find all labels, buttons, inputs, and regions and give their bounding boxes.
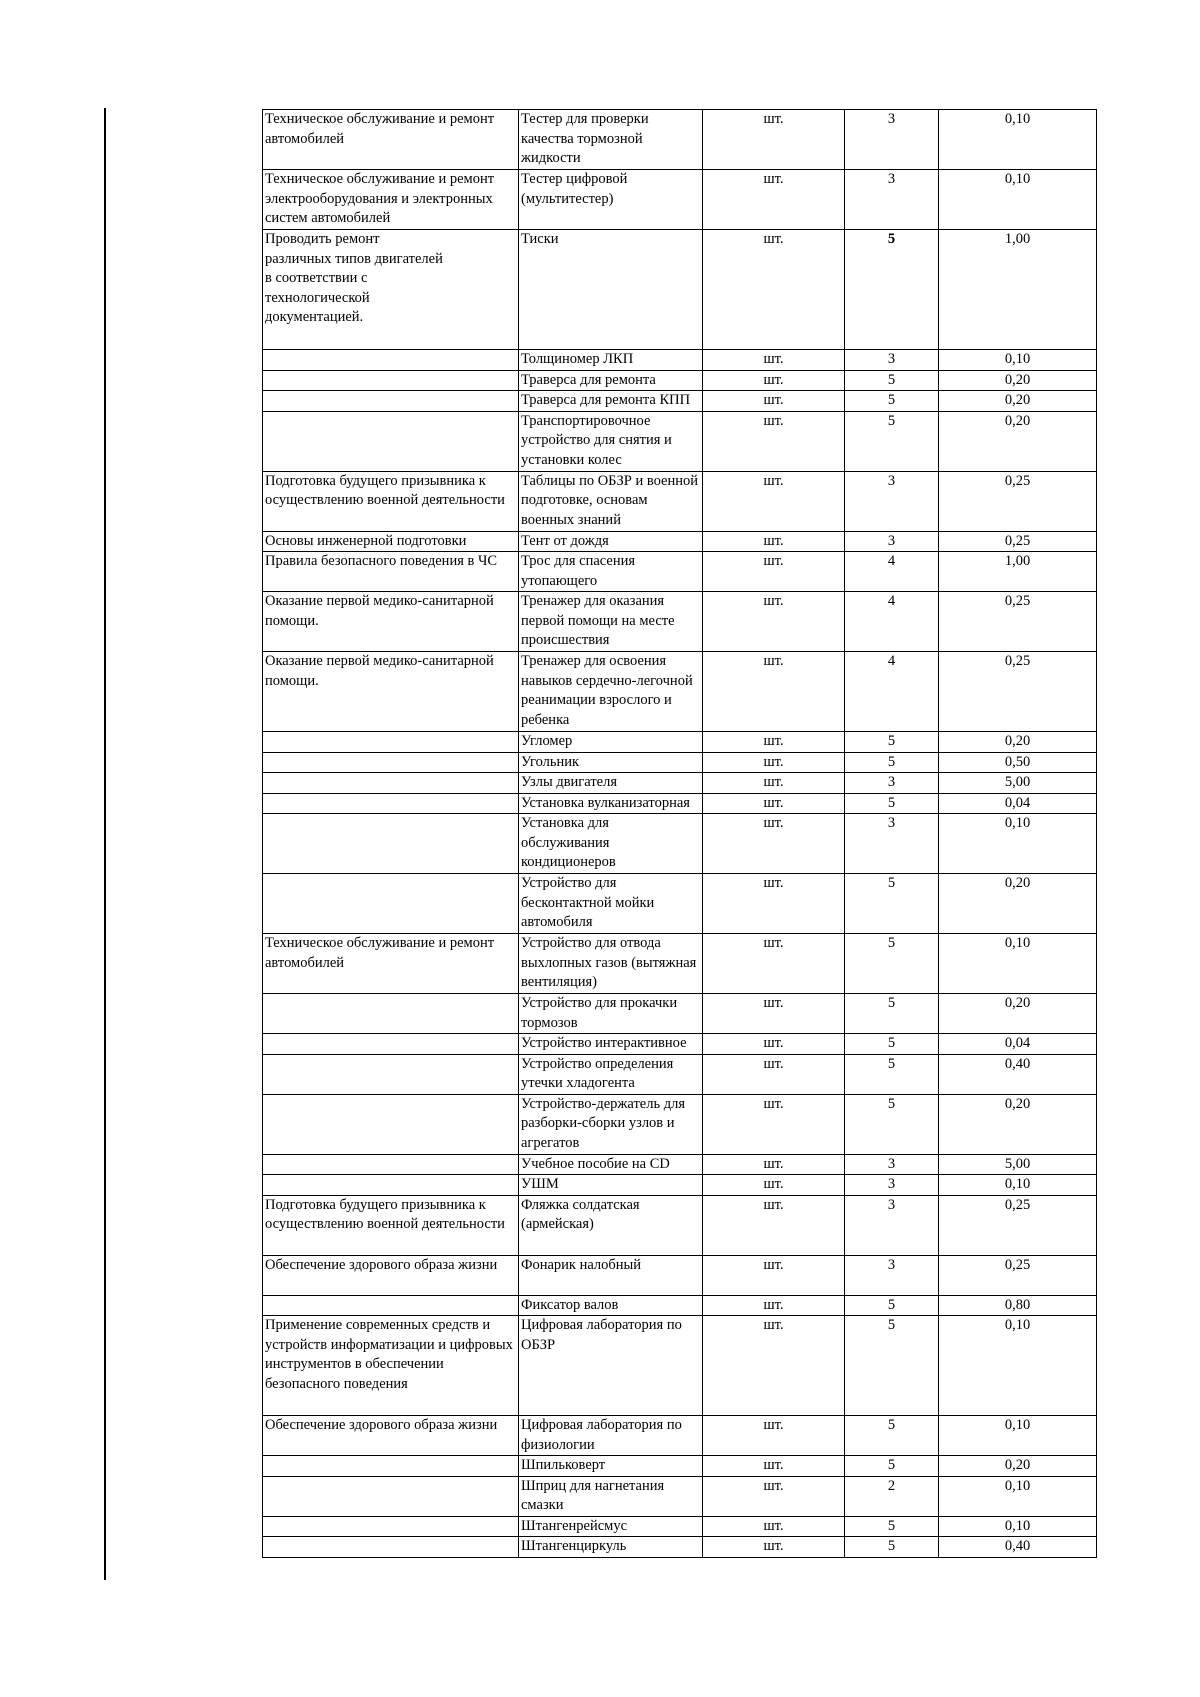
value-cell: 0,40 <box>939 1537 1097 1558</box>
subject-cell: Подготовка будущего призывника к осуществлению военной деятельности <box>263 471 519 531</box>
quantity-cell: 3 <box>845 1175 939 1196</box>
table-row <box>263 592 1097 652</box>
item-cell: Установка для обслуживания кондиционеров <box>519 814 703 874</box>
unit-cell: шт. <box>703 793 845 814</box>
unit-cell: шт. <box>703 773 845 794</box>
subject-cell <box>263 411 519 471</box>
table-row <box>263 1456 1097 1477</box>
value-cell: 0,20 <box>939 994 1097 1034</box>
value-cell: 0,50 <box>939 752 1097 773</box>
unit-cell: шт. <box>703 732 845 753</box>
quantity-cell: 3 <box>845 1195 939 1255</box>
item-cell: Тент от дождя <box>519 531 703 552</box>
value-cell: 0,20 <box>939 411 1097 471</box>
value-cell: 0,04 <box>939 793 1097 814</box>
unit-cell: шт. <box>703 411 845 471</box>
item-cell: Шпильковерт <box>519 1456 703 1477</box>
table-row <box>263 793 1097 814</box>
item-cell: Тиски <box>519 230 703 350</box>
value-cell: 0,20 <box>939 391 1097 412</box>
value-cell: 0,04 <box>939 1034 1097 1055</box>
table-row <box>263 1416 1097 1456</box>
item-cell: Учебное пособие на CD <box>519 1154 703 1175</box>
unit-cell: шт. <box>703 752 845 773</box>
subject-cell: Основы инженерной подготовки <box>263 531 519 552</box>
quantity-cell: 3 <box>845 471 939 531</box>
value-cell: 0,40 <box>939 1054 1097 1094</box>
item-cell: Установка вулканизаторная <box>519 793 703 814</box>
value-cell: 0,20 <box>939 732 1097 753</box>
table-row <box>263 732 1097 753</box>
value-cell: 0,20 <box>939 1094 1097 1154</box>
quantity-cell: 5 <box>845 994 939 1034</box>
item-cell: Устройство для отвода выхлопных газов (вытяжная вентиляция) <box>519 934 703 994</box>
unit-cell: шт. <box>703 1054 845 1094</box>
unit-cell: шт. <box>703 230 845 350</box>
table-row <box>263 1054 1097 1094</box>
subject-cell <box>263 994 519 1034</box>
equipment-table-body <box>263 110 1097 1558</box>
value-cell: 0,10 <box>939 1416 1097 1456</box>
item-cell: Штангенциркуль <box>519 1537 703 1558</box>
quantity-cell: 3 <box>845 1154 939 1175</box>
subject-cell <box>263 1456 519 1477</box>
table-row <box>263 1516 1097 1537</box>
subject-cell <box>263 814 519 874</box>
value-cell: 5,00 <box>939 1154 1097 1175</box>
unit-cell: шт. <box>703 531 845 552</box>
item-cell: Устройство определения утечки хладогента <box>519 1054 703 1094</box>
quantity-cell: 5 <box>845 1295 939 1316</box>
value-cell: 0,10 <box>939 1516 1097 1537</box>
unit-cell: шт. <box>703 471 845 531</box>
unit-cell: шт. <box>703 814 845 874</box>
value-cell: 0,80 <box>939 1295 1097 1316</box>
quantity-cell: 5 <box>845 732 939 753</box>
table-row <box>263 350 1097 371</box>
unit-cell: шт. <box>703 552 845 592</box>
subject-cell: Применение современных средств и устройств информатизации и цифровых инструментов в обеспечении безопасного поведения <box>263 1316 519 1416</box>
quantity-cell: 4 <box>845 552 939 592</box>
quantity-cell: 3 <box>845 1255 939 1295</box>
subject-cell <box>263 350 519 371</box>
item-cell: Траверса для ремонта КПП <box>519 391 703 412</box>
quantity-cell: 5 <box>845 391 939 412</box>
table-row <box>263 1295 1097 1316</box>
subject-cell <box>263 1476 519 1516</box>
quantity-cell: 5 <box>845 411 939 471</box>
subject-cell: Техническое обслуживание и ремонт автомобилей <box>263 934 519 994</box>
subject-cell <box>263 370 519 391</box>
unit-cell: шт. <box>703 1195 845 1255</box>
item-cell: Устройство-держатель для разборки-сборки узлов и агрегатов <box>519 1094 703 1154</box>
value-cell: 0,25 <box>939 1195 1097 1255</box>
quantity-cell: 5 <box>845 1416 939 1456</box>
quantity-cell: 5 <box>845 1516 939 1537</box>
unit-cell: шт. <box>703 391 845 412</box>
value-cell: 1,00 <box>939 552 1097 592</box>
table-row <box>263 814 1097 874</box>
table-row <box>263 1195 1097 1255</box>
unit-cell: шт. <box>703 1034 845 1055</box>
quantity-cell: 5 <box>845 370 939 391</box>
value-cell: 0,10 <box>939 1476 1097 1516</box>
quantity-cell: 5 <box>845 793 939 814</box>
table-row <box>263 1175 1097 1196</box>
unit-cell: шт. <box>703 934 845 994</box>
quantity-cell: 5 <box>845 1537 939 1558</box>
subject-cell: Правила безопасного поведения в ЧС <box>263 552 519 592</box>
table-row <box>263 531 1097 552</box>
unit-cell: шт. <box>703 1094 845 1154</box>
unit-cell: шт. <box>703 370 845 391</box>
unit-cell: шт. <box>703 1316 845 1416</box>
item-cell: Фонарик налобный <box>519 1255 703 1295</box>
subject-cell: Обеспечение здорового образа жизни <box>263 1416 519 1456</box>
subject-cell: Проводить ремонт различных типов двигателей в соответствии с технологической документацией. <box>263 230 519 350</box>
table-row <box>263 471 1097 531</box>
table-row <box>263 752 1097 773</box>
subject-cell: Подготовка будущего призывника к осуществлению военной деятельности <box>263 1195 519 1255</box>
item-cell: УШМ <box>519 1175 703 1196</box>
quantity-cell: 5 <box>845 1094 939 1154</box>
page-margin-rule <box>104 108 106 1580</box>
quantity-cell: 5 <box>845 1456 939 1477</box>
item-cell: Устройство для бесконтактной мойки автомобиля <box>519 874 703 934</box>
unit-cell: шт. <box>703 350 845 371</box>
unit-cell: шт. <box>703 1476 845 1516</box>
item-cell: Устройство для прокачки тормозов <box>519 994 703 1034</box>
quantity-cell: 5 <box>845 230 939 350</box>
item-cell: Таблицы по ОБЗР и военной подготовке, основам военных знаний <box>519 471 703 531</box>
equipment-table <box>262 109 1097 1558</box>
subject-cell <box>263 773 519 794</box>
item-cell: Трос для спасения утопающего <box>519 552 703 592</box>
item-cell: Цифровая лаборатория по физиологии <box>519 1416 703 1456</box>
table-row <box>263 170 1097 230</box>
quantity-cell: 5 <box>845 1034 939 1055</box>
unit-cell: шт. <box>703 170 845 230</box>
table-row <box>263 391 1097 412</box>
value-cell: 0,20 <box>939 1456 1097 1477</box>
subject-cell: Оказание первой медико-санитарной помощи. <box>263 592 519 652</box>
item-cell: Толщиномер ЛКП <box>519 350 703 371</box>
table-row <box>263 1537 1097 1558</box>
item-cell: Угольник <box>519 752 703 773</box>
quantity-cell: 5 <box>845 1316 939 1416</box>
quantity-cell: 3 <box>845 170 939 230</box>
quantity-cell: 3 <box>845 350 939 371</box>
subject-cell: Оказание первой медико-санитарной помощи. <box>263 652 519 732</box>
value-cell: 0,25 <box>939 531 1097 552</box>
unit-cell: шт. <box>703 652 845 732</box>
table-row <box>263 1476 1097 1516</box>
item-cell: Тренажер для освоения навыков сердечно-легочной реанимации взрослого и ребенка <box>519 652 703 732</box>
table-row <box>263 874 1097 934</box>
subject-cell: Техническое обслуживание и ремонт автомобилей <box>263 110 519 170</box>
value-cell: 1,00 <box>939 230 1097 350</box>
value-cell: 0,10 <box>939 350 1097 371</box>
quantity-cell: 2 <box>845 1476 939 1516</box>
table-row <box>263 773 1097 794</box>
table-row <box>263 1034 1097 1055</box>
unit-cell: шт. <box>703 1255 845 1295</box>
quantity-cell: 5 <box>845 1054 939 1094</box>
unit-cell: шт. <box>703 1154 845 1175</box>
subject-cell: Техническое обслуживание и ремонт электрооборудования и электронных систем автомобилей <box>263 170 519 230</box>
value-cell: 0,20 <box>939 370 1097 391</box>
item-cell: Тестер цифровой (мультитестер) <box>519 170 703 230</box>
quantity-cell: 5 <box>845 934 939 994</box>
subject-cell <box>263 1034 519 1055</box>
quantity-cell: 5 <box>845 752 939 773</box>
value-cell: 0,10 <box>939 934 1097 994</box>
table-row <box>263 934 1097 994</box>
unit-cell: шт. <box>703 1456 845 1477</box>
value-cell: 5,00 <box>939 773 1097 794</box>
table-row <box>263 994 1097 1034</box>
unit-cell: шт. <box>703 1516 845 1537</box>
table-row <box>263 1316 1097 1416</box>
subject-cell <box>263 1295 519 1316</box>
table-row <box>263 370 1097 391</box>
item-cell: Тренажер для оказания первой помощи на месте происшествия <box>519 592 703 652</box>
item-cell: Узлы двигателя <box>519 773 703 794</box>
quantity-cell: 4 <box>845 652 939 732</box>
table-row <box>263 411 1097 471</box>
subject-cell <box>263 752 519 773</box>
unit-cell: шт. <box>703 1416 845 1456</box>
value-cell: 0,25 <box>939 1255 1097 1295</box>
subject-cell <box>263 1175 519 1196</box>
table-row <box>263 552 1097 592</box>
unit-cell: шт. <box>703 592 845 652</box>
subject-cell <box>263 1516 519 1537</box>
quantity-cell: 3 <box>845 110 939 170</box>
item-cell: Шприц для нагнетания смазки <box>519 1476 703 1516</box>
unit-cell: шт. <box>703 110 845 170</box>
quantity-cell: 3 <box>845 814 939 874</box>
item-cell: Штангенрейсмус <box>519 1516 703 1537</box>
value-cell: 0,10 <box>939 170 1097 230</box>
subject-cell <box>263 732 519 753</box>
item-cell: Транспортировочное устройство для снятия и установки колес <box>519 411 703 471</box>
unit-cell: шт. <box>703 994 845 1034</box>
table-row <box>263 652 1097 732</box>
unit-cell: шт. <box>703 874 845 934</box>
subject-cell <box>263 874 519 934</box>
table-row <box>263 1094 1097 1154</box>
value-cell: 0,10 <box>939 110 1097 170</box>
item-cell: Тестер для проверки качества тормозной жидкости <box>519 110 703 170</box>
item-cell: Фиксатор валов <box>519 1295 703 1316</box>
unit-cell: шт. <box>703 1537 845 1558</box>
value-cell: 0,10 <box>939 1175 1097 1196</box>
subject-cell <box>263 1054 519 1094</box>
item-cell: Цифровая лаборатория по ОБЗР <box>519 1316 703 1416</box>
item-cell: Фляжка солдатская (армейская) <box>519 1195 703 1255</box>
table-row <box>263 1154 1097 1175</box>
quantity-cell: 5 <box>845 874 939 934</box>
unit-cell: шт. <box>703 1175 845 1196</box>
table-row <box>263 230 1097 350</box>
table-row <box>263 1255 1097 1295</box>
item-cell: Угломер <box>519 732 703 753</box>
quantity-cell: 3 <box>845 773 939 794</box>
value-cell: 0,10 <box>939 1316 1097 1416</box>
value-cell: 0,10 <box>939 814 1097 874</box>
subject-cell: Обеспечение здорового образа жизни <box>263 1255 519 1295</box>
item-cell: Устройство интерактивное <box>519 1034 703 1055</box>
table-row <box>263 110 1097 170</box>
subject-cell <box>263 793 519 814</box>
subject-cell <box>263 1154 519 1175</box>
quantity-cell: 4 <box>845 592 939 652</box>
subject-cell <box>263 391 519 412</box>
unit-cell: шт. <box>703 1295 845 1316</box>
quantity-cell: 3 <box>845 531 939 552</box>
value-cell: 0,20 <box>939 874 1097 934</box>
subject-cell <box>263 1537 519 1558</box>
value-cell: 0,25 <box>939 652 1097 732</box>
value-cell: 0,25 <box>939 471 1097 531</box>
item-cell: Траверса для ремонта <box>519 370 703 391</box>
subject-cell <box>263 1094 519 1154</box>
value-cell: 0,25 <box>939 592 1097 652</box>
